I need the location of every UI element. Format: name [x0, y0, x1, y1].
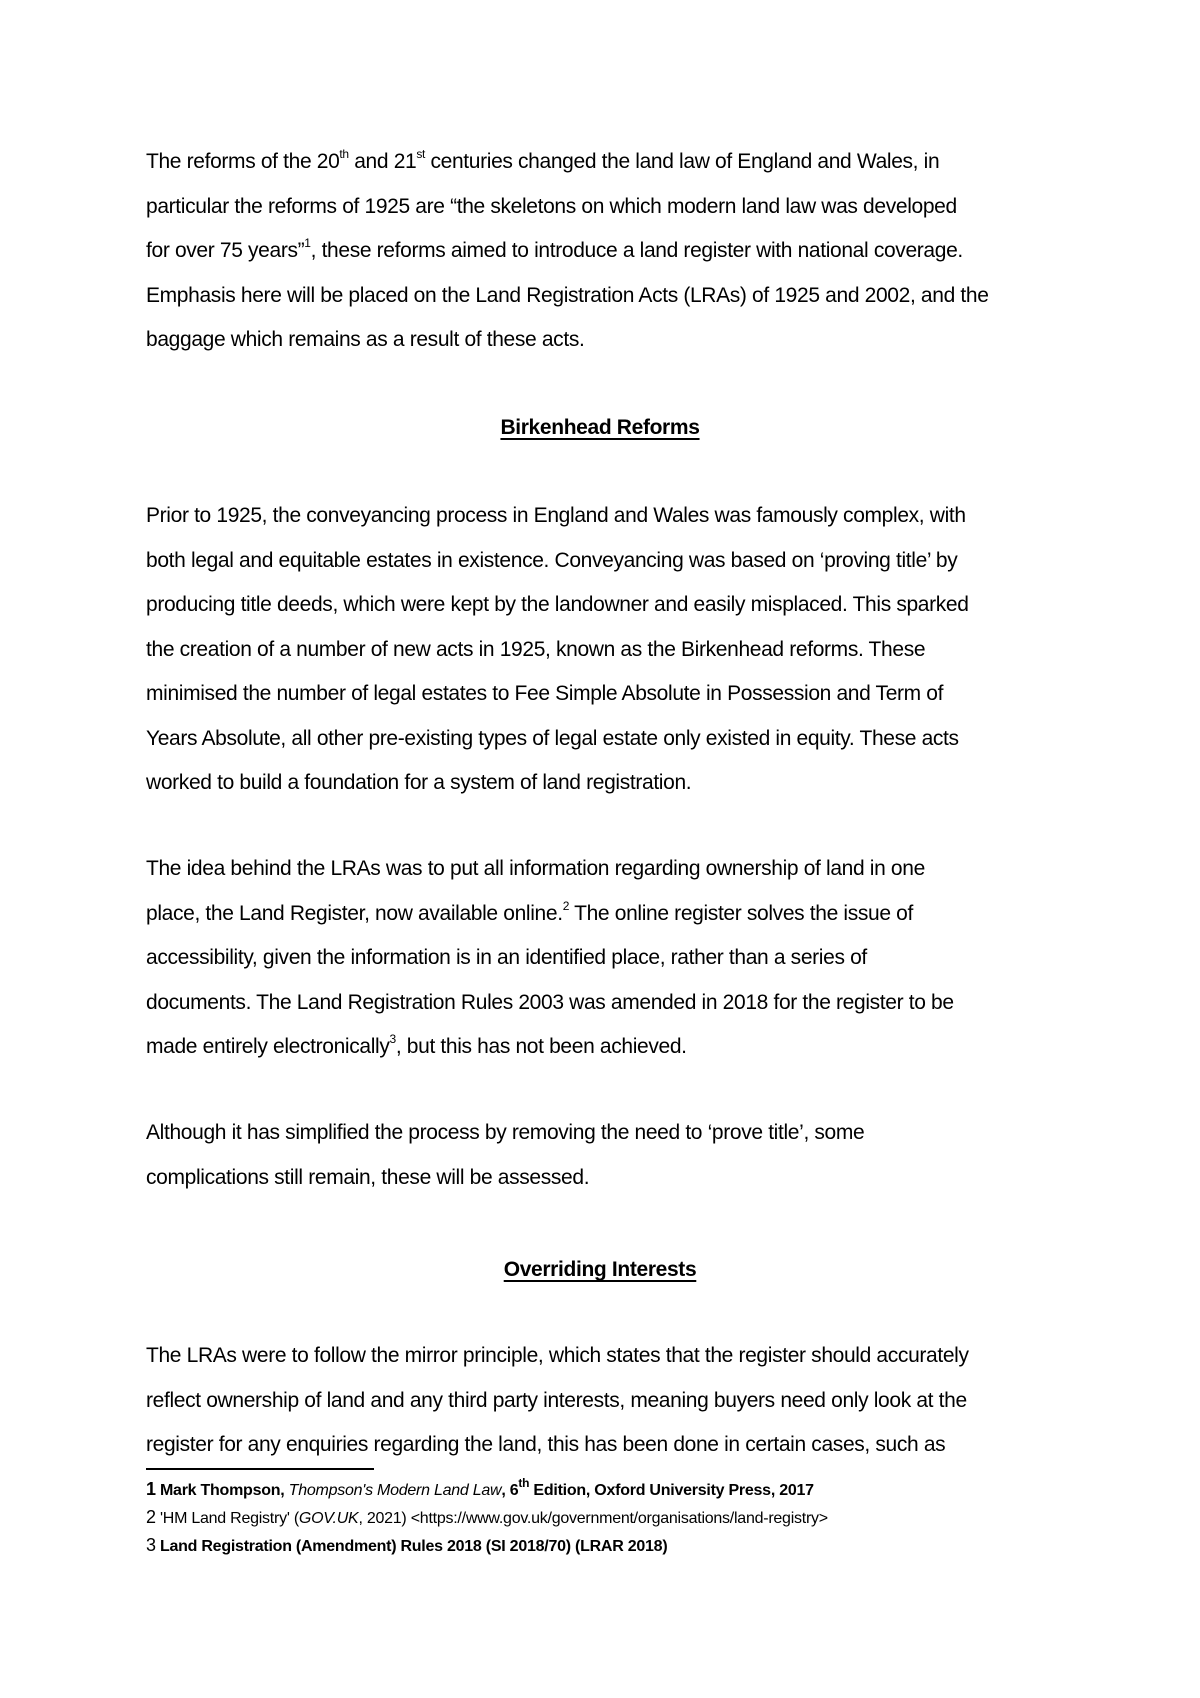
text-line: accessibility, given the information is in an identified place, rather than a series of	[146, 946, 867, 969]
text-line: producing title deeds, which were kept by the landowner and easily misplaced. This sparked	[146, 593, 969, 616]
text-line: minimised the number of legal estates to Fee Simple Absolute in Possession and Term of	[146, 682, 944, 705]
footnote-3	[146, 1532, 1106, 1560]
simplified-paragraph	[146, 1111, 1076, 1200]
intro-paragraph	[146, 140, 1076, 363]
text-line: documents. The Land Registration Rules 2003 was amended in 2018 for the register to be	[146, 990, 954, 1014]
text-line: complications still remain, these will be assessed.	[146, 1165, 590, 1189]
text-line: both legal and equitable estates in existence. Conveyancing was based on ‘proving title’ by	[146, 548, 958, 572]
text-line: the creation of a number of new acts in 1925, known as the Birkenhead reforms. These	[146, 637, 926, 661]
superscript: th	[339, 147, 349, 161]
text-run: place, the Land Register, now available online.	[146, 901, 563, 925]
footnote-number: 1	[146, 1479, 156, 1499]
text-run: , but this has not been achieved.	[395, 1035, 687, 1058]
text-line	[146, 1025, 1076, 1070]
text-line: The idea behind the LRAs was to put all information regarding ownership of land in one	[146, 857, 925, 880]
footnote-1	[146, 1476, 1106, 1504]
footnote-2	[146, 1504, 1106, 1532]
footnote-link[interactable]: , 2021) <https://www.gov.uk/government/organisations/land-registry>	[358, 1510, 828, 1527]
footnotes	[146, 1476, 1106, 1560]
section-heading-overriding: Overriding Interests	[503, 1258, 697, 1281]
text-run: Mark Thompson,	[155, 1482, 289, 1499]
text-run: and 21	[348, 150, 417, 173]
footnote-number: 3	[146, 1535, 156, 1555]
lras-paragraph	[146, 847, 1076, 1070]
text-run: made entirely electronically	[146, 1035, 390, 1058]
footnote-ref-3[interactable]: 3	[389, 1032, 396, 1046]
text-line: register for any enquiries regarding the land, this has been done in certain cases, such as	[146, 1433, 946, 1456]
text-run: 'HM Land Registry' (	[155, 1510, 299, 1527]
text-run: GOV.UK	[298, 1510, 359, 1527]
text-line	[146, 140, 1076, 185]
text-line: Years Absolute, all other pre-existing types of legal estate only existed in equity. These acts	[146, 726, 959, 750]
text-line: baggage which remains as a result of these acts.	[146, 328, 585, 351]
section-heading-birkenhead: Birkenhead Reforms	[500, 416, 700, 439]
superscript: st	[416, 147, 425, 161]
text-run: Land Registration (Amendment) Rules 2018 (SI 2018/70) (LRAR 2018)	[155, 1538, 668, 1555]
text-line: worked to build a foundation for a system of land registration.	[146, 771, 692, 794]
text-run: , these reforms aimed to introduce a land register with national coverage.	[310, 239, 963, 262]
text-line: Emphasis here will be placed on the Land Registration Acts (LRAs) of 1925 and 2002, and the	[146, 283, 989, 307]
birkenhead-paragraph	[146, 494, 1076, 806]
text-line: The LRAs were to follow the mirror principle, which states that the register should accurately	[146, 1344, 969, 1367]
superscript: th	[518, 1475, 530, 1490]
text-line	[146, 229, 1076, 274]
text-line: particular the reforms of 1925 are “the skeletons on which modern land law was developed	[146, 194, 957, 218]
footnote-ref-1[interactable]: 1	[304, 236, 311, 250]
text-line: Prior to 1925, the conveyancing process in England and Wales was famously complex, with	[146, 504, 966, 527]
text-run: Edition, Oxford University Press, 2017	[529, 1482, 814, 1499]
text-line: reflect ownership of land and any third party interests, meaning buyers need only look at the	[146, 1388, 967, 1412]
footnote-separator	[146, 1468, 374, 1470]
text-run: for over 75 years”	[146, 239, 305, 262]
text-run: , 6	[501, 1482, 519, 1499]
text-run: The online register solves the issue of	[569, 901, 913, 925]
text-run: centuries changed the land law of England and Wales, in	[425, 150, 940, 173]
overriding-paragraph	[146, 1334, 1076, 1468]
text-line	[146, 892, 1076, 937]
text-line: Although it has simplified the process by removing the need to ‘prove title’, some	[146, 1121, 865, 1144]
footnote-number: 2	[146, 1507, 156, 1527]
text-run: Thompson's Modern Land Law	[288, 1482, 502, 1499]
text-run: The reforms of the 20	[146, 150, 340, 173]
footnote-ref-2[interactable]: 2	[562, 898, 570, 913]
